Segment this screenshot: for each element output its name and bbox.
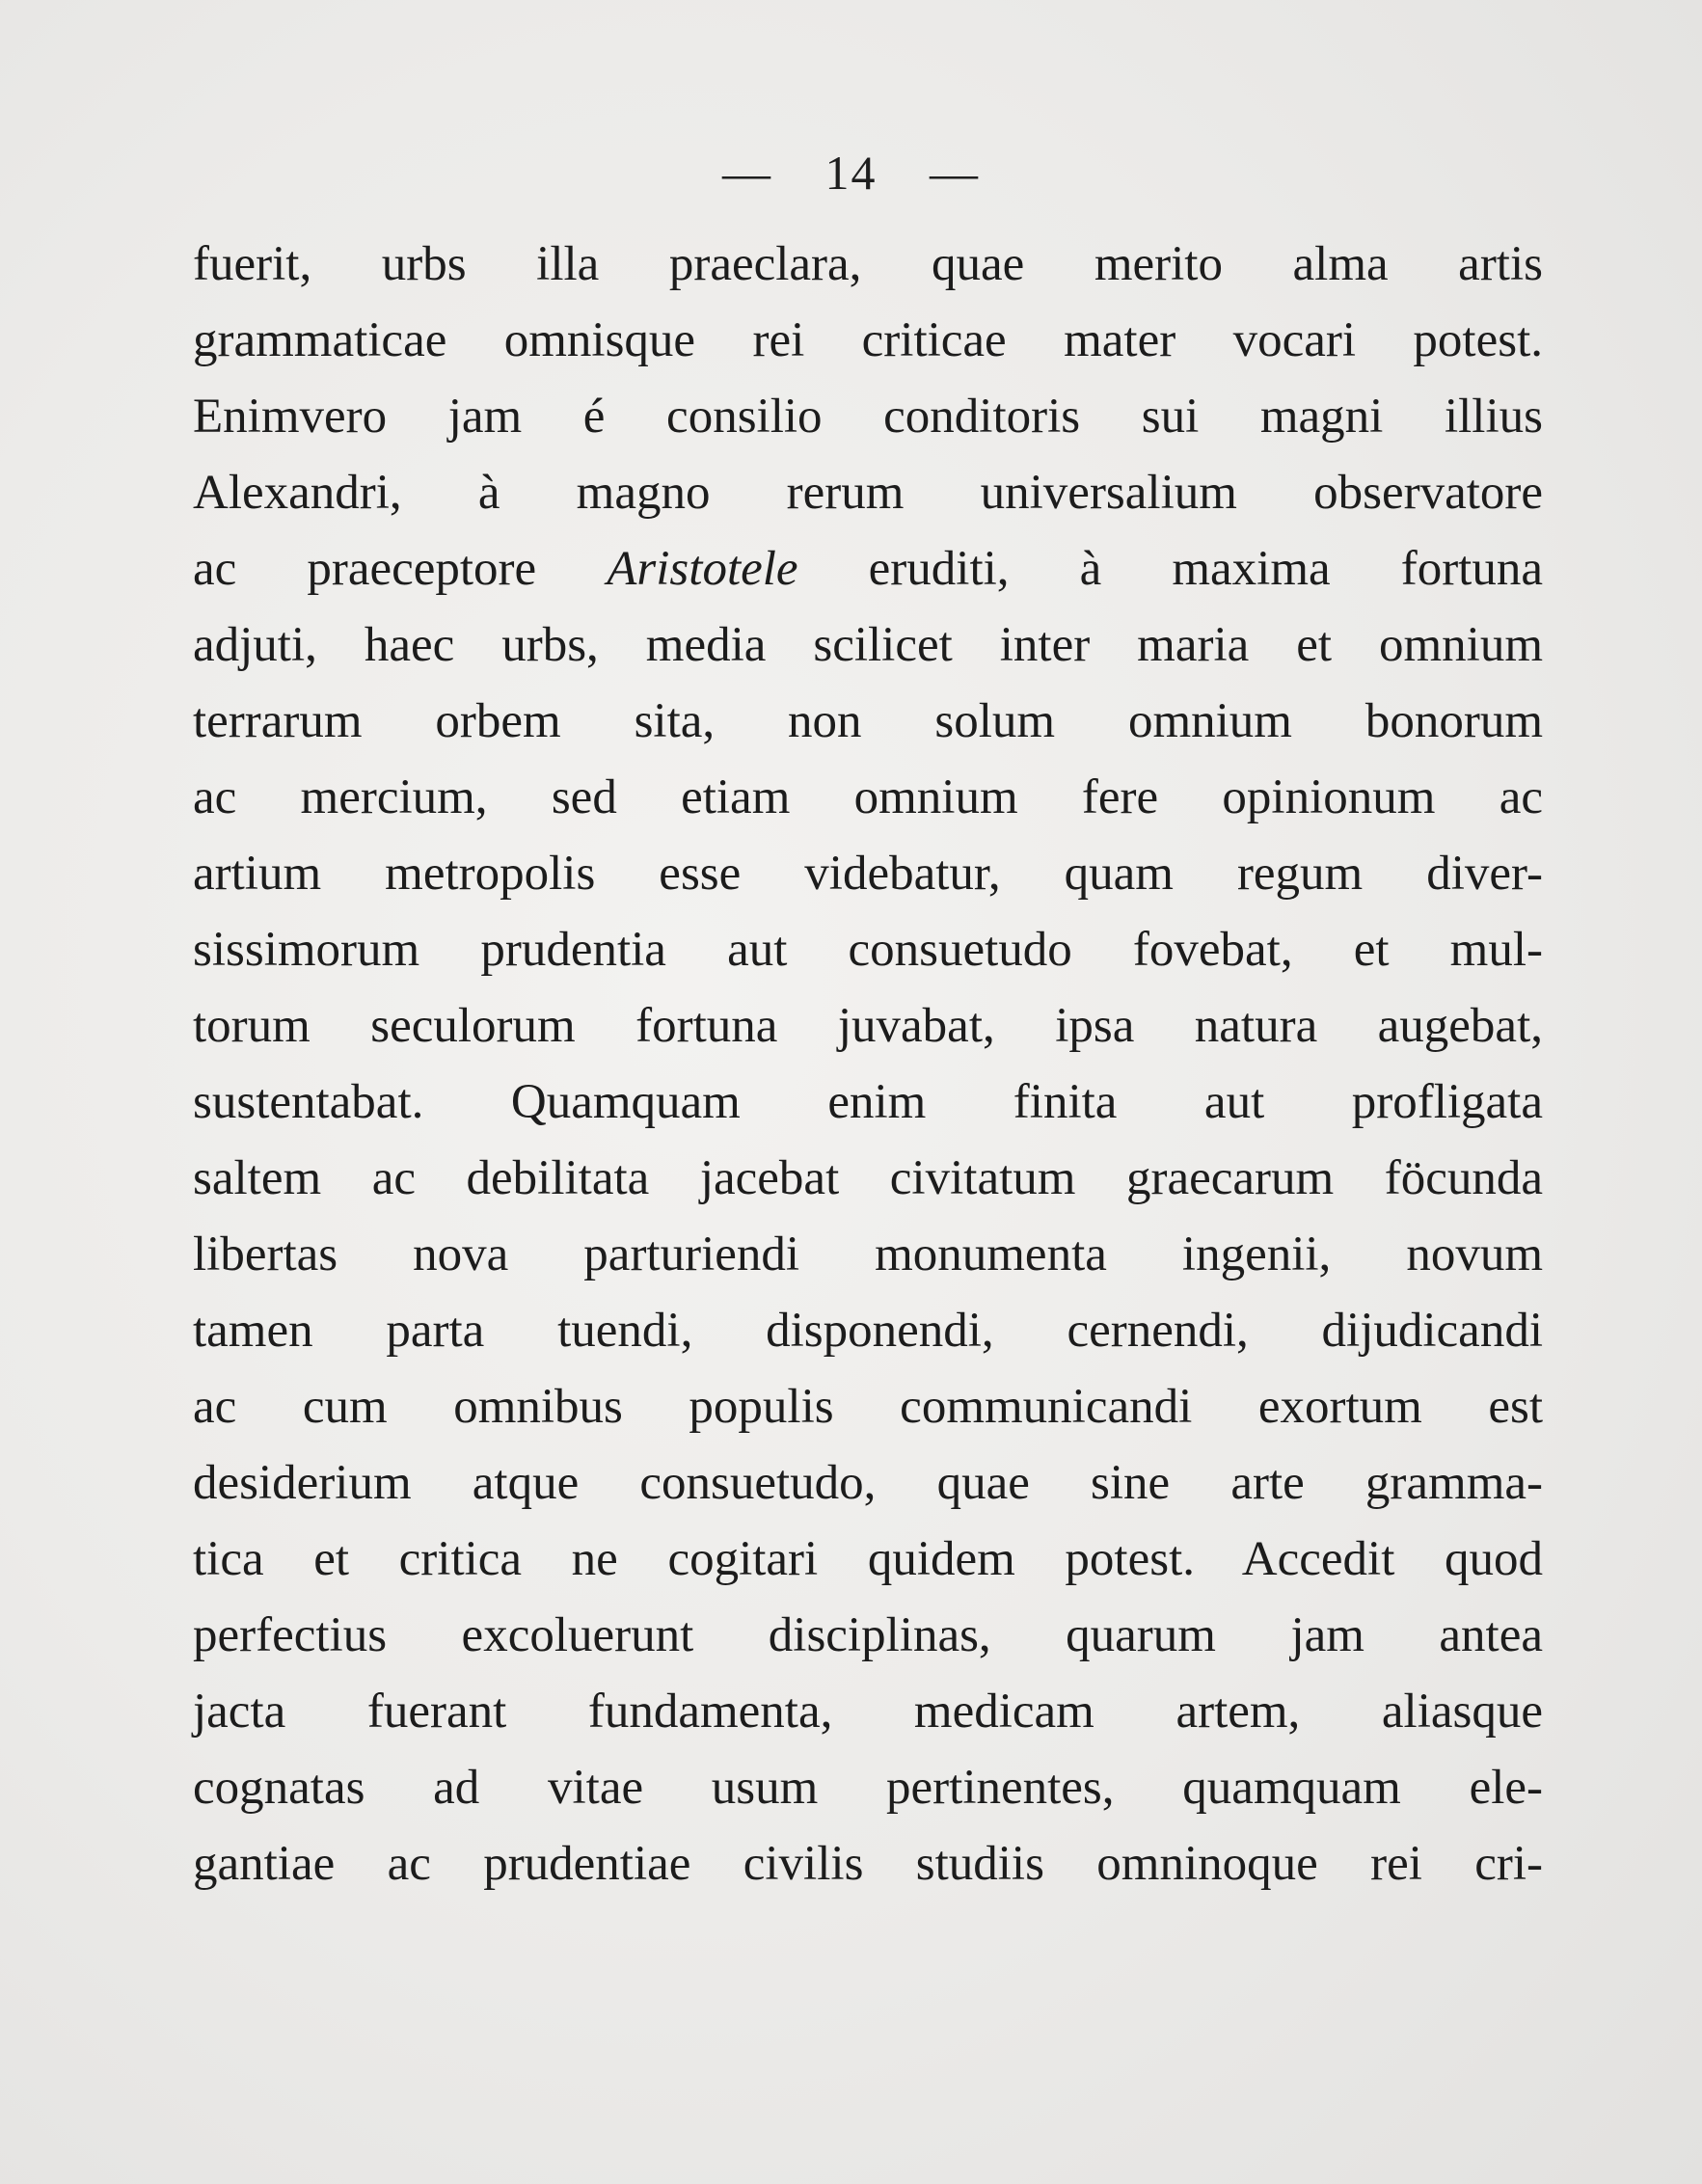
text-segment: ac praeceptore xyxy=(193,542,608,596)
text-line: fuerit, urbs illa praeclara, quae merito alma artis xyxy=(193,237,1543,291)
text-line: sustentabat. Quamquam enim finita aut profligata xyxy=(193,1075,1543,1129)
text-line: jacta fuerant fundamenta, medicam artem, aliasque xyxy=(193,1685,1543,1739)
text-line: perfectius excoluerunt disciplinas, quarum jam antea xyxy=(193,1608,1543,1662)
text-line: gantiae ac prudentiae civilis studiis omninoque rei cri- xyxy=(193,1837,1543,1891)
page-header xyxy=(0,145,1702,201)
text-line: tica et critica ne cogitari quidem potest. Accedit quod xyxy=(193,1532,1543,1586)
text-line: cognatas ad vitae usum pertinentes, quamquam ele- xyxy=(193,1761,1543,1815)
text-line: terrarum orbem sita, non solum omnium bonorum xyxy=(193,694,1543,748)
italic-name: Aristotele xyxy=(607,542,798,596)
text-line: adjuti, haec urbs, media scilicet inter maria et omnium xyxy=(193,618,1543,672)
text-line: ac cum omnibus populis communicandi exortum est xyxy=(193,1380,1543,1434)
text-line: Enimvero jam é consilio conditoris sui magni illius xyxy=(193,390,1543,444)
text-line xyxy=(193,531,1543,607)
body-text xyxy=(193,227,1543,1902)
text-line: Alexandri, à magno rerum universalium observatore xyxy=(193,466,1543,520)
text-line: ac mercium, sed etiam omnium fere opinionum ac xyxy=(193,770,1543,824)
text-line: tamen parta tuendi, disponendi, cernendi, dijudicandi xyxy=(193,1304,1543,1358)
text-line: saltem ac debilitata jacebat civitatum graecarum föcunda xyxy=(193,1151,1543,1205)
text-line: sissimorum prudentia aut consuetudo fovebat, et mul- xyxy=(193,923,1543,977)
text-line: libertas nova parturiendi monumenta ingenii, novum xyxy=(193,1227,1543,1281)
text-line: torum seculorum fortuna juvabat, ipsa natura augebat, xyxy=(193,999,1543,1053)
header-dash-right: — xyxy=(930,146,980,200)
text-segment: eruditi, à maxima fortuna xyxy=(797,542,1543,596)
text-line: artium metropolis esse videbatur, quam regum diver- xyxy=(193,847,1543,901)
page-number: 14 xyxy=(824,146,878,200)
header-dash-left: — xyxy=(722,146,772,200)
text-line: desiderium atque consuetudo, quae sine arte gramma- xyxy=(193,1456,1543,1510)
text-line: grammaticae omnisque rei criticae mater vocari potest. xyxy=(193,313,1543,367)
